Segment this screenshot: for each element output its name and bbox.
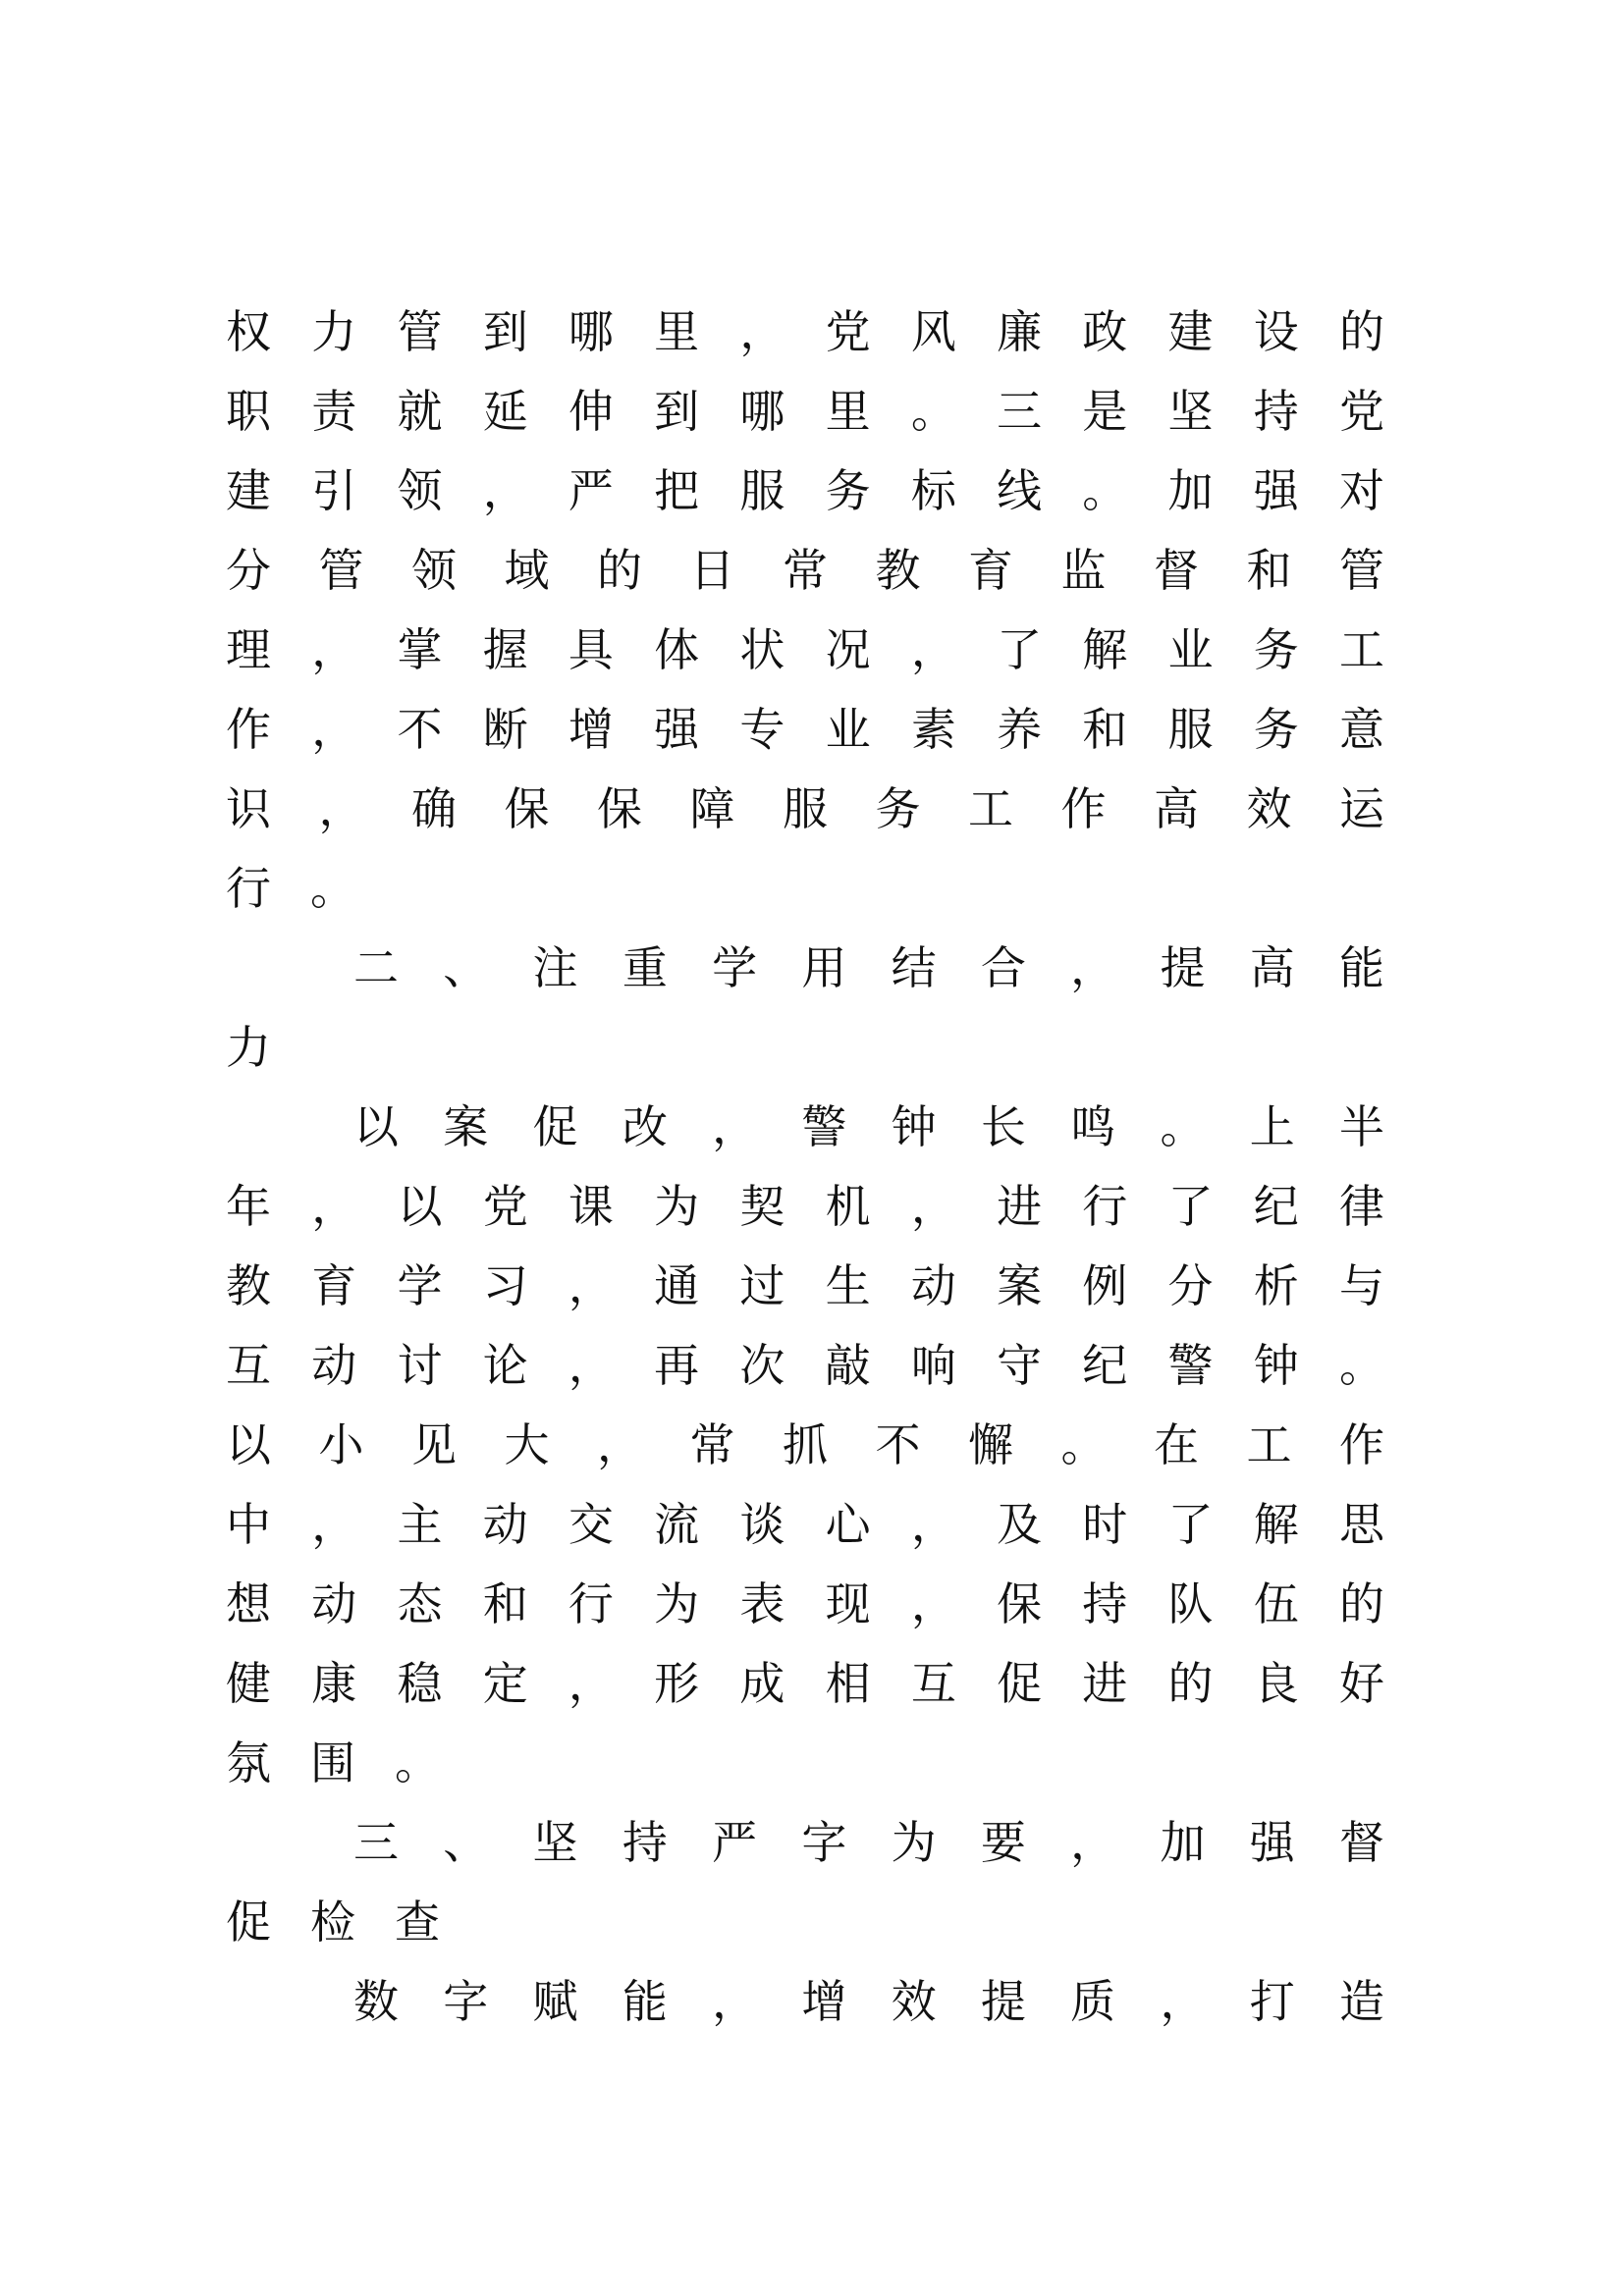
body-text-line: 职责就延伸到哪里。三是坚持党 <box>226 385 1384 438</box>
body-text-line: 健康稳定，形成相互促进的良好 <box>226 1657 1384 1710</box>
body-text-line: 以小见大，常抓不懈。在工作 <box>226 1418 1384 1471</box>
section-heading: 三、坚持严字为要，加强督 <box>353 1816 1384 1869</box>
body-text-line: 想动态和行为表现，保持队伍的 <box>226 1577 1384 1630</box>
body-text-line: 中，主动交流谈心，及时了解思 <box>226 1498 1384 1551</box>
body-text-line: 权力管到哪里，党风廉政建设的 <box>226 305 1384 358</box>
section-heading: 二、注重学用结合，提高能 <box>353 941 1384 994</box>
body-text-line: 教育学习，通过生动案例分析与 <box>226 1259 1384 1312</box>
body-text-line: 行。 <box>226 862 395 915</box>
body-text-line: 分管领域的日常教育监督和管 <box>226 544 1384 597</box>
section-heading-continuation: 促检查 <box>226 1896 479 1949</box>
body-text-line: 年，以党课为契机，进行了纪律 <box>226 1180 1384 1233</box>
paragraph-first-line: 以案促改，警钟长鸣。上半 <box>353 1100 1384 1153</box>
body-text-line: 氛围。 <box>226 1736 479 1789</box>
body-text-line: 作，不断增强专业素养和服务意 <box>226 703 1384 756</box>
section-heading-continuation: 力 <box>226 1021 310 1074</box>
paragraph-first-line: 数字赋能，增效提质，打造 <box>353 1975 1384 2028</box>
body-text-line: 理，掌握具体状况，了解业务工 <box>226 623 1384 676</box>
body-text-line: 建引领，严把服务标线。加强对 <box>226 464 1384 517</box>
body-text-line: 互动讨论，再次敲响守纪警钟。 <box>226 1339 1384 1392</box>
body-text-line: 识，确保保障服务工作高效运 <box>226 782 1384 835</box>
